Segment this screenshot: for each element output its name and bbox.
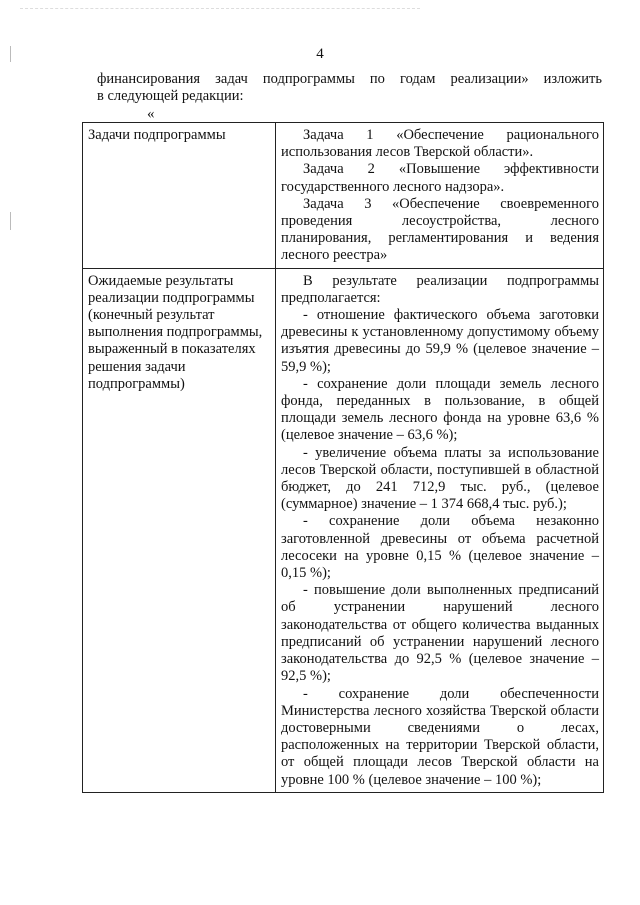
result-item-5: - повышение доли выполненных предписаний об устранении нарушений лесного законодательства от общего количества выданных предписаний об устранении нарушений лесного законодательства до 92,5 % (целевое значение – 92,5 %);: [281, 582, 599, 685]
intro-line-1: финансирования задач подпрограммы по годам реализации» изложить: [97, 71, 602, 87]
scan-artifact-margin-2: [10, 212, 11, 230]
result-item-6: - сохранение доли обеспеченности Министерства лесного хозяйства Тверской области достоверными сведениями о лесах, расположенных на территории Тверской области, от общей площади лесов Тверской области на уровне 100 % (целевое значение – 100 %);: [281, 685, 599, 788]
result-item-4: - сохранение доли объема незаконно заготовленной древесины от объема расчетной лесосеки на уровне 0,15 % (целевое значение – 0,15 %);: [281, 513, 599, 582]
row-content-tasks: [276, 123, 604, 269]
page-number: 4: [316, 46, 324, 62]
row-label-results: Ожидаемые результаты реализации подпрограммы (конечный результат выполнения подпрограммы, выраженный в показателях решения задачи подпрограммы): [83, 268, 276, 792]
table-row-results: [83, 268, 604, 792]
intro-line-2: в следующей редакции:: [97, 88, 244, 104]
row-content-results: [276, 268, 604, 792]
subprogram-table: [82, 122, 604, 793]
result-item-2: - сохранение доли площади земель лесного фонда, переданных в пользование, в общей площади земель лесного фонда на уровне 63,6 % (целевое значение – 63,6 %);: [281, 375, 599, 444]
opening-quote: «: [147, 106, 155, 122]
task-1-text: Задача 1 «Обеспечение рационального использования лесов Тверской области».: [281, 127, 599, 161]
task-3-text: Задача 3 «Обеспечение своевременного проведения лесоустройства, лесного планирования, регламентирования и ведения лесного реестра»: [281, 195, 599, 264]
intro-text: [97, 71, 602, 105]
row-label-tasks: Задачи подпрограммы: [83, 123, 276, 269]
task-2-text: Задача 2 «Повышение эффективности государственного лесного надзора».: [281, 161, 599, 195]
result-item-1: - отношение фактического объема заготовки древесины к установленному допустимому объему изъятия древесины до 59,9 % (целевое значение – 59,9 %);: [281, 307, 599, 375]
scan-artifact-top: [20, 8, 420, 12]
result-item-3: - увеличение объема платы за использование лесов Тверской области, поступившей в областной бюджет, до 241 712,9 тыс. руб., (целевое (суммарное) значение – 1 374 668,4 тыс. руб.);: [281, 444, 599, 513]
results-intro: В результате реализации подпрограммы предполагается:: [281, 272, 599, 306]
table-row-tasks: [83, 123, 604, 269]
